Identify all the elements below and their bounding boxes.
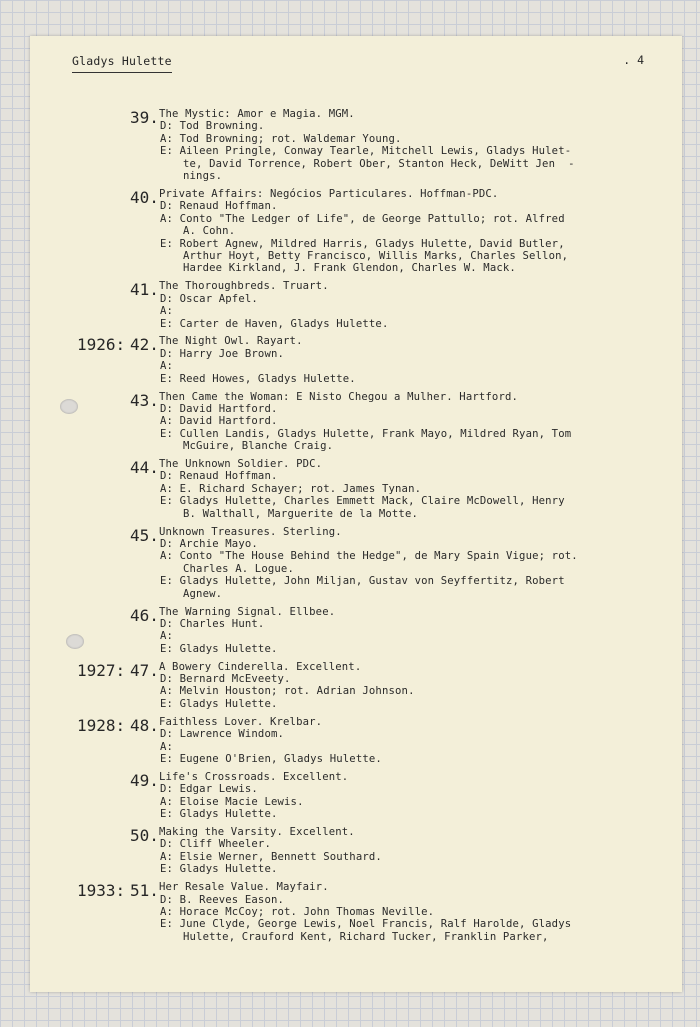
credit-line: A: (160, 630, 174, 643)
credit-line: D: Archie Mayo. (160, 538, 258, 550)
credit-line: A: Melvin Houston; rot. Adrian Johnson. (160, 685, 415, 698)
credit-line: D: Renaud Hoffman. (160, 470, 278, 483)
credit-continuation: Agnew. (183, 587, 223, 600)
credit-line: A: Conto "The Ledger of Life", de George Pattullo; rot. Alfred (160, 212, 565, 225)
credit-line: A: David Hartford. (160, 415, 278, 428)
film-entry (30, 391, 682, 453)
film-number: 42. (130, 335, 159, 355)
film-title: Life's Crossroads. Excellent. (159, 770, 349, 783)
credit-line: D: Renaud Hoffman. (160, 200, 278, 213)
credit-continuation: A. Cohn. (183, 225, 236, 238)
film-number: 49. (130, 770, 159, 790)
credit-line: A: Elsie Werner, Bennett Southard. (160, 850, 382, 863)
film-entry (30, 826, 682, 876)
punch-hole (66, 634, 84, 649)
film-number: 43. (130, 390, 159, 410)
film-number: 41. (130, 280, 159, 300)
credit-line: E: Gladys Hulette, John Miljan, Gustav von Seyffertitz, Robert (160, 575, 565, 588)
film-number: 44. (130, 458, 159, 478)
film-title: Her Resale Value. Mayfair. (159, 881, 329, 894)
credit-line: E: Cullen Landis, Gladys Hulette, Frank Mayo, Mildred Ryan, Tom (160, 427, 572, 440)
credit-line: E: Gladys Hulette. (160, 697, 278, 710)
credit-line: D: Harry Joe Brown. (160, 347, 285, 360)
credit-continuation: Charles A. Logue. (183, 562, 294, 575)
film-entry (30, 458, 682, 520)
credit-line: E: Aileen Pringle, Conway Tearle, Mitchell Lewis, Gladys Hulet- (160, 145, 572, 158)
credit-line: D: David Hartford. (160, 402, 278, 415)
film-title: Then Came the Woman: E Nisto Chegou a Mulher. Hartford. (159, 390, 519, 403)
credit-line: D: Lawrence Windom. (160, 728, 285, 741)
film-entry (30, 771, 682, 821)
page-number: . 4 (623, 53, 644, 67)
film-title: The Thoroughbreds. Truart. (159, 280, 329, 293)
credit-line: A: E. Richard Schayer; rot. James Tynan. (160, 482, 422, 495)
film-number: 46. (130, 605, 159, 625)
film-entry (30, 526, 682, 600)
film-number: 48. (130, 715, 159, 735)
credit-continuation: Arthur Hoyt, Betty Francisco, Willis Marks, Charles Sellon, (183, 249, 569, 262)
credit-continuation: nings. (183, 170, 223, 183)
credit-line: A: Tod Browning; rot. Waldemar Young. (160, 132, 402, 145)
credit-line: D: Charles Hunt. (160, 617, 265, 630)
credit-line: D: Cliff Wheeler. (160, 838, 271, 851)
film-entry (30, 881, 682, 943)
credit-line: D: B. Reeves Eason. (160, 893, 285, 906)
typed-page (30, 36, 682, 992)
credit-line: E: Eugene O'Brien, Gladys Hulette. (160, 753, 382, 765)
film-number: 45. (130, 525, 159, 545)
credit-line: D: Oscar Apfel. (160, 292, 258, 305)
film-entry (30, 108, 682, 182)
credit-line: E: Gladys Hulette. (160, 642, 278, 655)
credit-line: A: (160, 305, 174, 318)
credit-continuation: McGuire, Blanche Craig. (183, 440, 334, 453)
credit-line: E: Carter de Haven, Gladys Hulette. (160, 317, 389, 330)
film-entry (30, 188, 682, 275)
credit-line: E: Gladys Hulette. (160, 863, 278, 876)
film-title: The Mystic: Amor e Magia. MGM. (159, 108, 355, 120)
film-title: Faithless Lover. Krelbar. (159, 715, 323, 728)
credit-line: A: (160, 360, 174, 373)
credit-line: E: Robert Agnew, Mildred Harris, Gladys Hulette, David Butler, (160, 237, 565, 250)
film-entry (30, 716, 682, 766)
credit-line: D: Bernard McEveety. (160, 673, 291, 686)
film-entry (30, 661, 682, 711)
film-title: The Night Owl. Rayart. (159, 335, 303, 348)
filmography-list (30, 108, 682, 949)
film-number: 51. (130, 881, 159, 901)
film-year: 1926: (77, 335, 126, 355)
film-number: 50. (130, 826, 159, 846)
page-header-name: Gladys Hulette (72, 54, 172, 73)
credit-line: A: Conto "The House Behind the Hedge", de Mary Spain Vigue; rot. (160, 550, 578, 563)
film-title: A Bowery Cinderella. Excellent. (159, 660, 362, 673)
film-title: Unknown Treasures. Sterling. (159, 525, 342, 538)
credit-line: D: Edgar Lewis. (160, 783, 258, 796)
film-title: Making the Varsity. Excellent. (159, 826, 355, 839)
film-entry (30, 335, 682, 385)
credit-line: E: Reed Howes, Gladys Hulette. (160, 372, 356, 385)
punch-hole (60, 399, 78, 414)
credit-line: A: (160, 740, 174, 753)
credit-line: E: Gladys Hulette. (160, 808, 278, 821)
film-year: 1927: (77, 660, 126, 680)
film-title: Private Affairs: Negócios Particulares. Hoffman-PDC. (159, 187, 499, 200)
film-title: The Warning Signal. Ellbee. (159, 605, 336, 618)
credit-line: A: Eloise Macie Lewis. (160, 795, 304, 808)
credit-line: E: Gladys Hulette, Charles Emmett Mack, Claire McDowell, Henry (160, 495, 565, 508)
credit-continuation: Hulette, Crauford Kent, Richard Tucker, Franklin Parker, (183, 930, 549, 943)
credit-line: D: Tod Browning. (160, 120, 265, 133)
credit-continuation: te, David Torrence, Robert Ober, Stanton Heck, DeWitt Jen - (183, 157, 575, 170)
credit-continuation: B. Walthall, Marguerite de la Motte. (183, 507, 419, 520)
film-year: 1933: (77, 881, 126, 901)
film-number: 47. (130, 660, 159, 680)
film-number: 40. (130, 187, 159, 207)
film-entry (30, 280, 682, 330)
film-number: 39. (130, 108, 159, 127)
credit-line: E: June Clyde, George Lewis, Noel Francis, Ralf Harolde, Gladys (160, 918, 572, 931)
film-year: 1928: (77, 715, 126, 735)
film-title: The Unknown Soldier. PDC. (159, 458, 323, 471)
credit-line: A: Horace McCoy; rot. John Thomas Neville. (160, 905, 435, 918)
credit-continuation: Hardee Kirkland, J. Frank Glendon, Charles W. Mack. (183, 262, 516, 275)
film-entry (30, 606, 682, 656)
